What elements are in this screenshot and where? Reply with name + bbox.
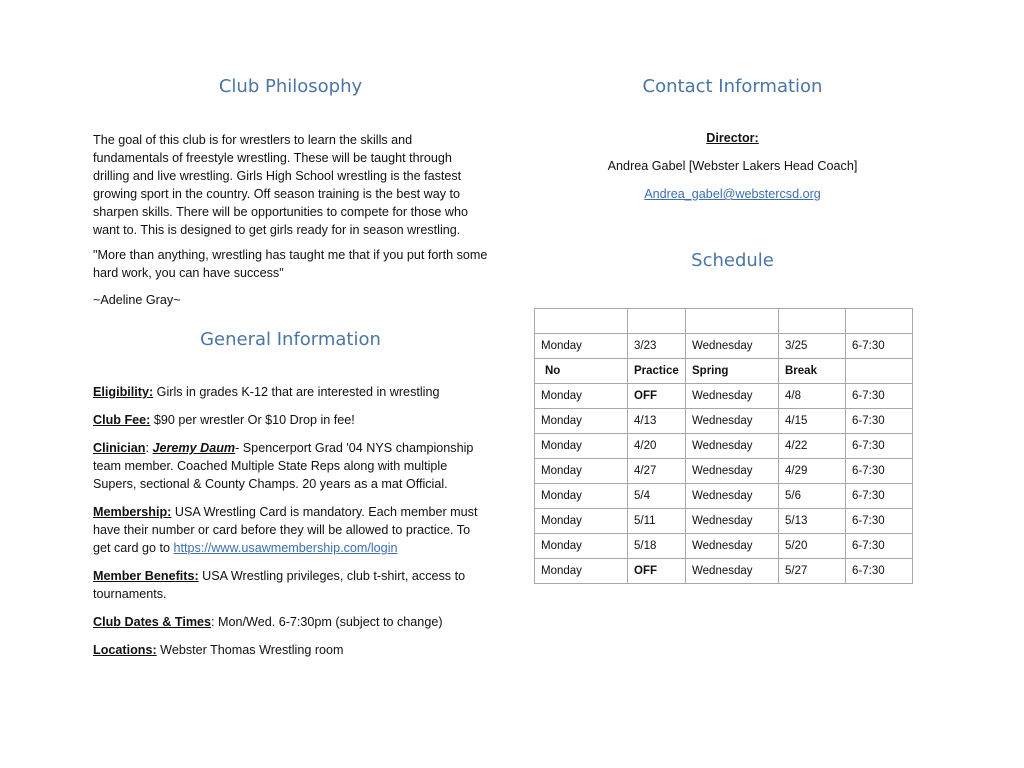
schedule-cell: Wednesday [686,459,779,484]
schedule-row [535,559,913,584]
schedule-row [535,309,913,334]
club-fee-text: $90 per wrestler Or $10 Drop in fee! [150,413,355,427]
eligibility-line [93,383,491,401]
club-dates-text: : Mon/Wed. 6-7:30pm (subject to change) [211,615,443,629]
schedule-cell: 4/15 [779,409,846,434]
schedule-cell: Monday [535,534,628,559]
schedule-cell: 3/25 [779,334,846,359]
schedule-cell: OFF [628,559,686,584]
schedule-cell: Monday [535,559,628,584]
schedule-cell: 4/27 [628,459,686,484]
membership-text: USA Wrestling Card is mandatory. Each member must have their number or card before they will be allowed to practice. To get card go to [93,505,478,555]
schedule-cell: Monday [535,434,628,459]
eligibility-label: Eligibility: [93,385,154,399]
schedule-cell: 4/20 [628,434,686,459]
schedule-cell [846,359,913,384]
director-label: Director: [706,131,759,145]
locations-line [93,641,491,659]
member-benefits-line [93,567,491,603]
schedule-row [535,359,913,384]
schedule-cell: 5/4 [628,484,686,509]
schedule-cell [535,309,628,334]
schedule-cell: 5/27 [779,559,846,584]
schedule-cell [779,309,846,334]
schedule-cell: Wednesday [686,484,779,509]
director-name: Andrea Gabel [Webster Lakers Head Coach] [607,159,858,173]
schedule-cell: Monday [535,459,628,484]
schedule-cell: 4/8 [779,384,846,409]
club-philosophy-heading: Club Philosophy [218,76,363,97]
schedule-cell: Wednesday [686,334,779,359]
schedule-cell: 6-7:30 [846,384,913,409]
contact-information-heading: Contact Information [642,76,823,97]
schedule-cell: Wednesday [686,434,779,459]
club-fee-line [93,411,491,429]
club-fee-label: Club Fee: [93,413,151,427]
schedule-cell: 5/20 [779,534,846,559]
schedule-row [535,409,913,434]
schedule-cell: Wednesday [686,409,779,434]
schedule-cell: Monday [535,409,628,434]
schedule-table [534,308,913,584]
schedule-cell: Wednesday [686,384,779,409]
member-benefits-label: Member Benefits: [93,569,199,583]
schedule-cell: 6-7:30 [846,509,913,534]
quote-author: ~Adeline Gray~ [93,293,181,307]
schedule-cell: 6-7:30 [846,459,913,484]
schedule-cell: Monday [535,384,628,409]
schedule-cell: Wednesday [686,559,779,584]
membership-line [93,503,491,557]
schedule-cell: 4/29 [779,459,846,484]
clinician-colon: : [145,441,153,455]
clinician-name: Jeremy Daum [152,441,236,455]
quote: "More than anything, wrestling has taught me that if you put forth some hard work, you can have success" [93,248,488,280]
schedule-cell: 5/6 [779,484,846,509]
schedule-cell: Monday [535,334,628,359]
schedule-cell: Break [779,359,846,384]
director-email-link[interactable]: Andrea_gabel@webstercsd.org [644,187,821,201]
general-info-section [93,383,491,659]
schedule-cell: 6-7:30 [846,484,913,509]
schedule-row [535,534,913,559]
schedule-cell: Monday [535,509,628,534]
schedule-row [535,459,913,484]
schedule-cell: Wednesday [686,509,779,534]
membership-label: Membership: [93,505,172,519]
schedule-cell [686,309,779,334]
schedule-cell: 6-7:30 [846,559,913,584]
schedule-cell: Spring [686,359,779,384]
schedule-row [535,434,913,459]
schedule-cell: 3/23 [628,334,686,359]
schedule-cell: 6-7:30 [846,534,913,559]
schedule-row [535,334,913,359]
general-information-heading: General Information [200,329,381,350]
schedule-cell: 4/13 [628,409,686,434]
schedule-row [535,509,913,534]
schedule-cell: 5/13 [779,509,846,534]
schedule-cell: Practice [628,359,686,384]
schedule-cell: 6-7:30 [846,434,913,459]
schedule-cell: 4/22 [779,434,846,459]
member-benefits-text: USA Wrestling privileges, club t-shirt, access to tournaments. [93,569,466,601]
philosophy-section [93,131,491,309]
membership-link[interactable]: https://www.usawmembership.com/login [173,541,398,555]
schedule-cell: 5/11 [628,509,686,534]
schedule-row [535,484,913,509]
eligibility-text: Girls in grades K-12 that are interested in wrestling [153,385,440,399]
schedule-cell: Monday [535,484,628,509]
schedule-cell [628,309,686,334]
locations-text: Webster Thomas Wrestling room [156,643,344,657]
clinician-text: - Spencerport Grad '04 NYS championship team member. Coached Multiple State Reps along with multiple Supers, sectional & County Champs. 20 years as a mat Official. [93,441,474,491]
schedule-cell: 6-7:30 [846,409,913,434]
schedule-cell: Wednesday [686,534,779,559]
locations-label: Locations: [93,643,157,657]
clinician-line [93,439,491,493]
philosophy-paragraph: The goal of this club is for wrestlers to learn the skills and fundamentals of freestyle wrestling. These will be taught through drilling and live wrestling. Girls High School wrestling is the fastest growing sport in the country. Off season training is the best way to sharpen skills. There will be opportunities to compete for those who want to. This is designed to get girls ready for in season wrestling. [93,133,468,237]
club-dates-label: Club Dates & Times [93,615,212,629]
club-dates-line [93,613,491,631]
schedule-heading: Schedule [691,250,774,271]
schedule-cell: 5/18 [628,534,686,559]
schedule-cell [846,309,913,334]
schedule-row [535,384,913,409]
schedule-cell: OFF [628,384,686,409]
schedule-cell: No [535,359,628,384]
clinician-label: Clinician [93,441,146,455]
schedule-cell: 6-7:30 [846,334,913,359]
